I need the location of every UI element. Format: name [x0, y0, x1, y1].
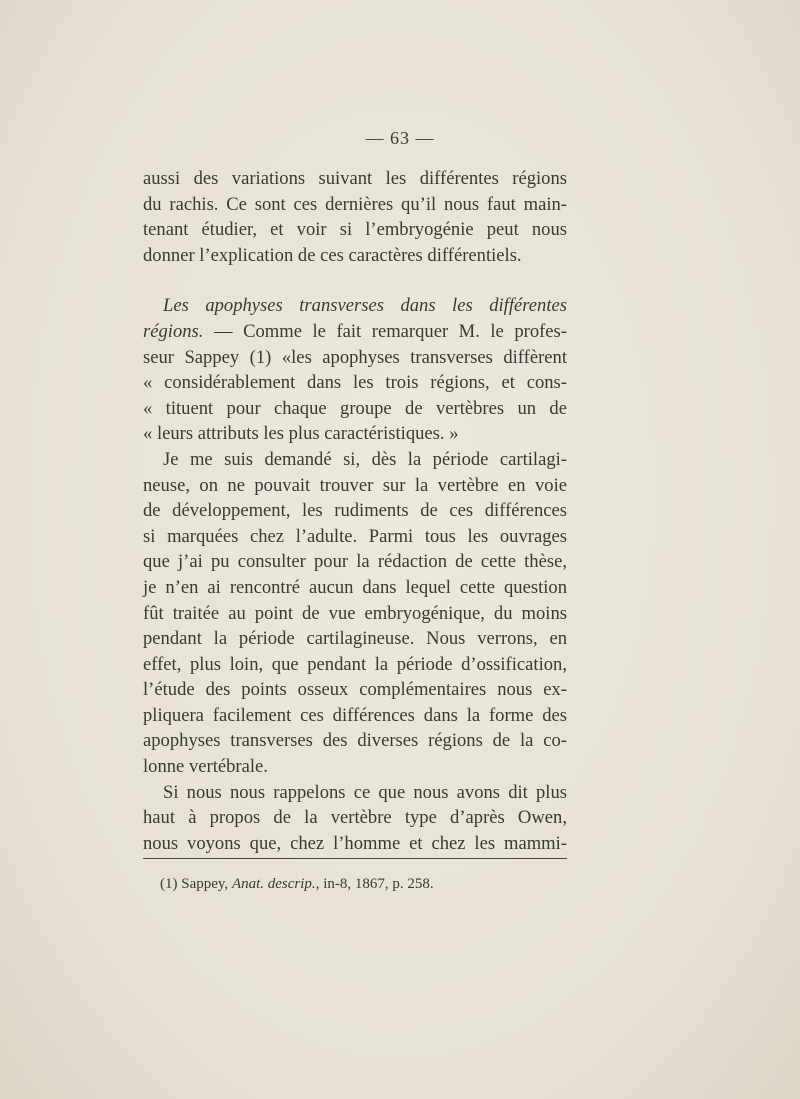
text-line: « leurs attributs les plus caractéristiques. »: [143, 423, 459, 445]
text-line: Si nous nous rappelons ce que nous avons dit plus: [163, 781, 567, 803]
footnote-divider: [143, 858, 567, 859]
text-line: haut à propos de la vertèbre type d’après Owen,: [143, 807, 567, 829]
text-line: « tituent pour chaque groupe de vertèbres un de: [143, 397, 567, 419]
text-line: donner l’explication de ces caractères différentiels.: [143, 244, 522, 266]
text-line: que j’ai pu consulter pour la rédaction de cette thèse,: [143, 551, 567, 573]
section-heading-line: [143, 319, 567, 345]
text-line: tenant étudier, et voir si l’embryogénie peut nous: [143, 219, 567, 241]
section-heading-title-end: régions.: [143, 320, 204, 342]
text-line: aussi des variations suivant les différentes régions: [143, 168, 567, 189]
page-number: — 63 —: [365, 128, 435, 148]
text-line: nous voyons que, chez l’homme et chez les mammi-: [143, 832, 567, 854]
text-line: pendant la période cartilagineuse. Nous verrons, en: [143, 628, 567, 650]
section-heading-title: Les apophyses transverses dans les différentes: [163, 295, 567, 317]
footnote-title: Anat. descrip.: [231, 876, 316, 892]
text-line: effet, plus loin, que pendant la période d’ossification,: [143, 653, 567, 675]
section-heading-line: [143, 293, 567, 319]
text-line: fût traitée au point de vue embryogénique, du moins: [143, 602, 567, 624]
text-line: « considérablement dans les trois régions, et cons-: [143, 372, 567, 394]
text-line: je n’en ai rencontré aucun dans lequel cette question: [143, 576, 567, 598]
text-line: neuse, on ne pouvait trouver sur la vertèbre en voie: [143, 474, 567, 496]
text-line: de développement, les rudiments de ces différences: [143, 500, 567, 522]
footnote: [160, 874, 580, 894]
footnote-prefix: (1) Sappey,: [160, 876, 232, 892]
text-line: l’étude des points osseux complémentaires nous ex-: [143, 679, 567, 701]
text-fragment: — Comme le fait remarquer M. le profes-: [203, 320, 567, 342]
text-line: pliquera facilement ces différences dans la forme des: [143, 704, 567, 726]
text-line: si marquées chez l’adulte. Parmi tous les ouvrages: [143, 525, 567, 547]
text-line: du rachis. Ce sont ces dernières qu’il nous faut main-: [143, 193, 567, 215]
text-line: apophyses transverses des diverses régions de la co-: [143, 730, 567, 752]
footnote-suffix: , in-8, 1867, p. 258.: [315, 876, 434, 892]
text-line: Je me suis demandé si, dès la période cartilagi-: [163, 448, 567, 470]
text-line: lonne vertébrale.: [143, 756, 268, 778]
body-text: [143, 166, 567, 856]
text-line: seur Sappey (1) «les apophyses transverses diffèrent: [143, 346, 567, 368]
